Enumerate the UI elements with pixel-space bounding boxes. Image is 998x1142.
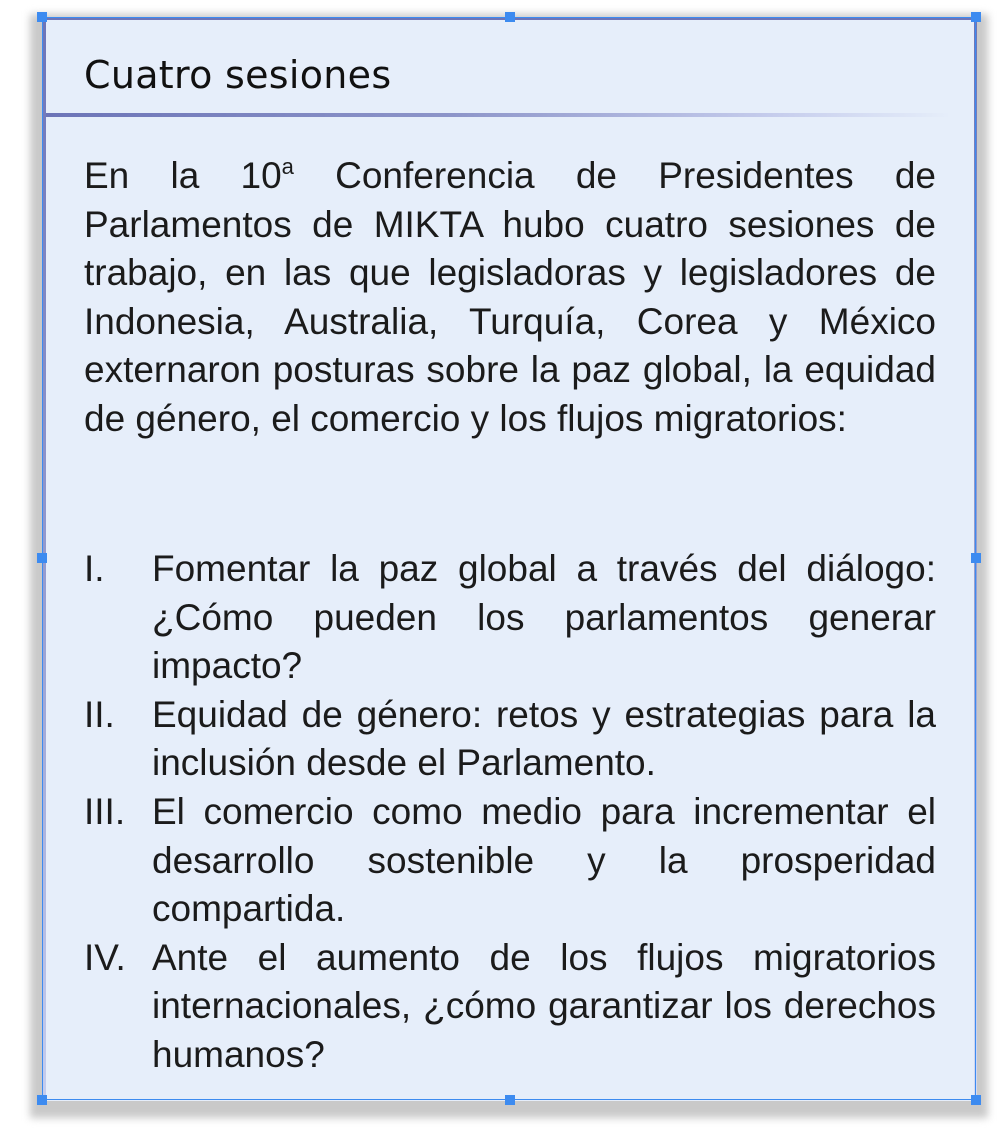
list-item (84, 934, 936, 1080)
ordinal-indicator: a (281, 154, 294, 179)
list-numeral: I. (84, 548, 105, 589)
resize-handle-top-center[interactable] (505, 12, 515, 22)
resize-handle-bottom-center[interactable] (505, 1095, 515, 1105)
sessions-list (84, 545, 936, 1080)
resize-handle-top-left[interactable] (37, 12, 47, 22)
resize-handle-bottom-right[interactable] (971, 1095, 981, 1105)
list-item-text: Ante el aumento de los flujos migratorios internacionales, ¿cómo garantizar los derechos humanos? (152, 936, 936, 1075)
list-item (84, 545, 936, 691)
list-item-text: Fomentar la paz global a través del diálogo: ¿Cómo pueden los parlamentos generar impacto? (152, 548, 936, 687)
intro-text-start: En la 10 (84, 155, 282, 196)
intro-text-rest: Conferencia de Presidentes de Parlamentos de MIKTA hubo cuatro sesiones de trabajo, en las que legisladoras y legisladores de Indonesia, Australia, Turquía, Corea y México externaron posturas sobre la paz global, la equidad de género, el comercio y los flujos migratorios: (84, 155, 936, 439)
list-item (84, 691, 936, 788)
list-numeral: II. (84, 693, 115, 735)
resize-handle-bottom-left[interactable] (37, 1095, 47, 1105)
resize-handle-top-right[interactable] (971, 12, 981, 22)
list-item-text: Equidad de género: retos y estrategias para la inclusión desde el Parlamento. (152, 693, 936, 784)
list-numeral: IV. (84, 936, 126, 978)
intro-paragraph (84, 152, 936, 444)
list-numeral: III. (84, 790, 126, 832)
resize-handle-middle-right[interactable] (971, 553, 981, 563)
box-title: Cuatro sesiones (84, 53, 392, 97)
list-item-text: El comercio como medio para incrementar el desarrollo sostenible y la prosperidad compartida. (152, 790, 936, 930)
resize-handle-middle-left[interactable] (37, 553, 47, 563)
list-item (84, 788, 936, 934)
title-divider (46, 113, 951, 117)
